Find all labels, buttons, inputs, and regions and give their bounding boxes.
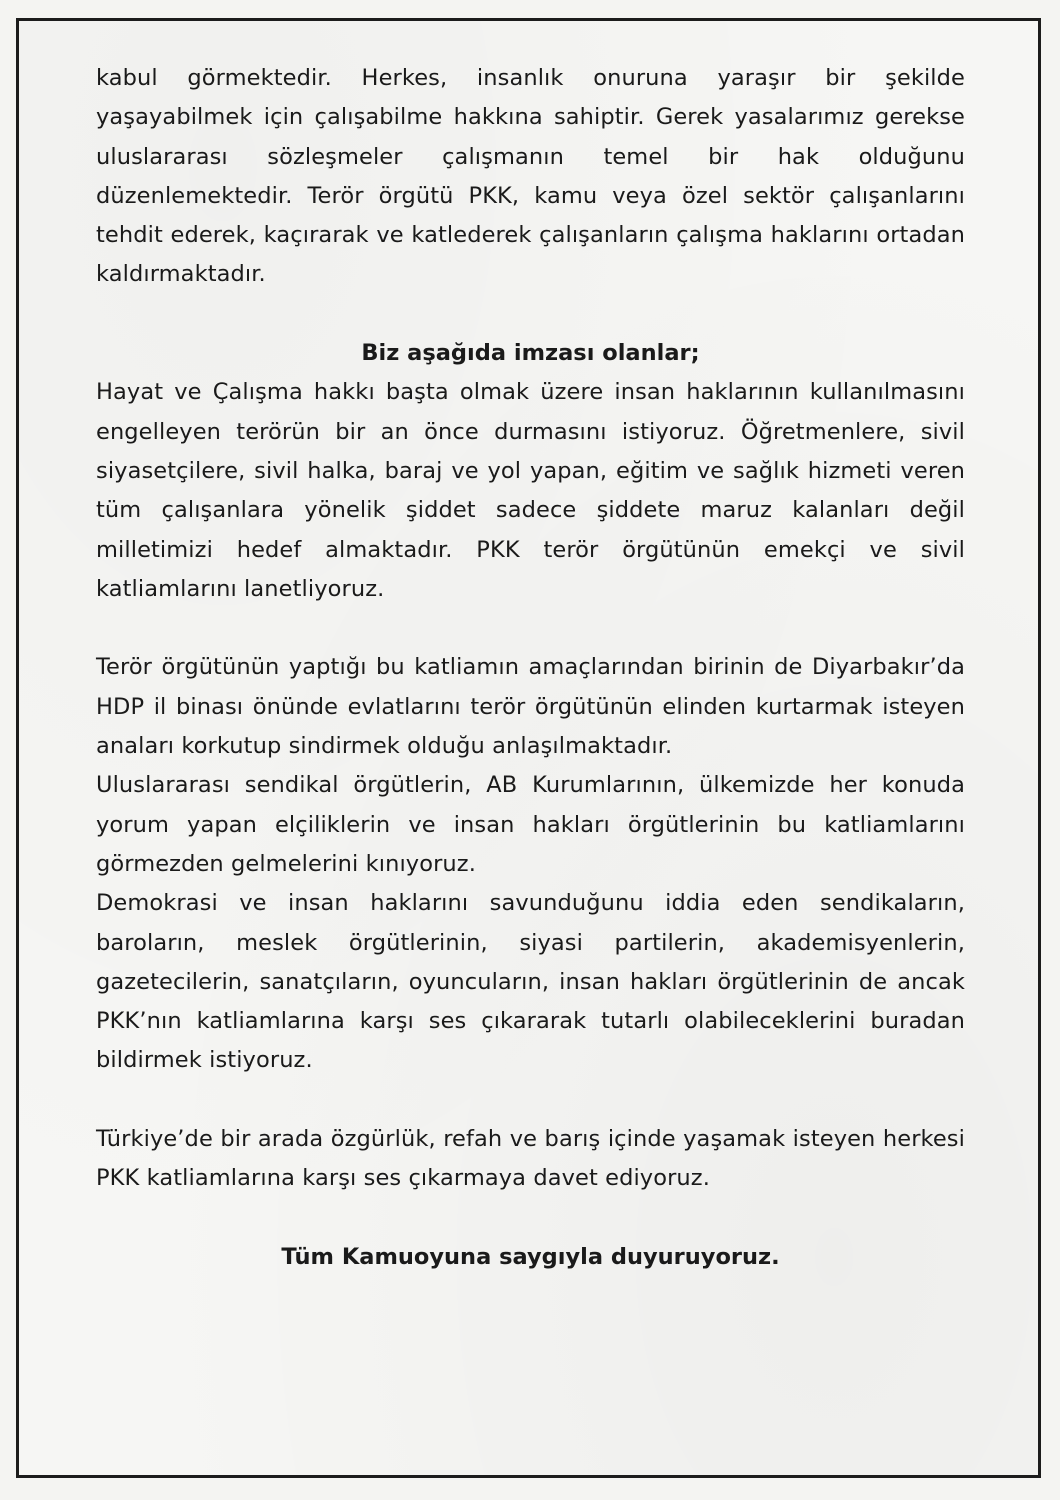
paragraph-call-to-organizations: Demokrasi ve insan haklarını savunduğunu iddia eden sendikaların, baroların, meslek örgütlerinin, siyasi partilerin, akademisyenlerin, gazetecilerin, sanatçıların, oyuncuların, insan hakları örgütlerinin de ancak PKK’nın katliamlarına karşı ses çıkararak tutarlı olabileceklerini buradan bildirmek istiyoruz. — [96, 890, 965, 1074]
paragraph-demands: Hayat ve Çalışma hakkı başta olmak üzere insan haklarının kullanılmasını engelleyen terörün bir an önce durmasını istiyoruz. Öğretmenlere, sivil siyasetçilere, sivil halka, baraj ve yol yapan, eğitim ve sağlık hizmeti veren tüm çalışanlara yönelik şiddet sadece şiddete maruz kalanları değil milletimizi hedef almaktadır. PKK terör örgütünün emekçi ve sivil katliamlarını lanetliyoruz. — [96, 379, 965, 602]
paragraph-massacre-purpose: Terör örgütünün yaptığı bu katliamın amaçlarından birinin de Diyarbakır’da HDP il binası önünde evlatlarını terör örgütünün elinden kurtarmak isteyen anaları korkutup sindirmek olduğu anlaşılmaktadır. — [96, 654, 965, 760]
closing-statement: Tüm Kamuoyuna saygıyla duyuruyoruz. — [281, 1243, 780, 1270]
paragraph-right-to-work: kabul görmektedir. Herkes, insanlık onuruna yaraşır bir şekilde yaşayabilmek için çalışabilme hakkına sahiptir. Gerek yasalarımız gerekse uluslararası sözleşmeler çalışmanın temel bir hak olduğunu düzenlemektedir. Terör örgütü PKK, kamu veya özel sektör çalışanlarını tehdit ederek, kaçırarak ve katlederek çalışanların çalışma haklarını ortadan kaldırmaktadır. — [96, 65, 965, 288]
spacer — [96, 1081, 965, 1120]
spacer — [96, 1199, 965, 1238]
signatories-heading: Biz aşağıda imzası olanlar; — [361, 340, 700, 367]
paragraph-invitation: Türkiye’de bir arada özgürlük, refah ve barış içinde yaşamak isteyen herkesi PKK katliamlarına karşı ses çıkarmaya davet ediyoruz. — [96, 1126, 965, 1192]
spacer — [96, 295, 965, 334]
document-body — [96, 59, 965, 1277]
spacer — [96, 609, 965, 648]
paragraph-condemn-international: Uluslararası sendikal örgütlerin, AB Kurumlarının, ülkemizde her konuda yorum yapan elçiliklerin ve insan hakları örgütlerinin bu katliamlarını görmezden gelmelerini kınıyoruz. — [96, 772, 965, 877]
